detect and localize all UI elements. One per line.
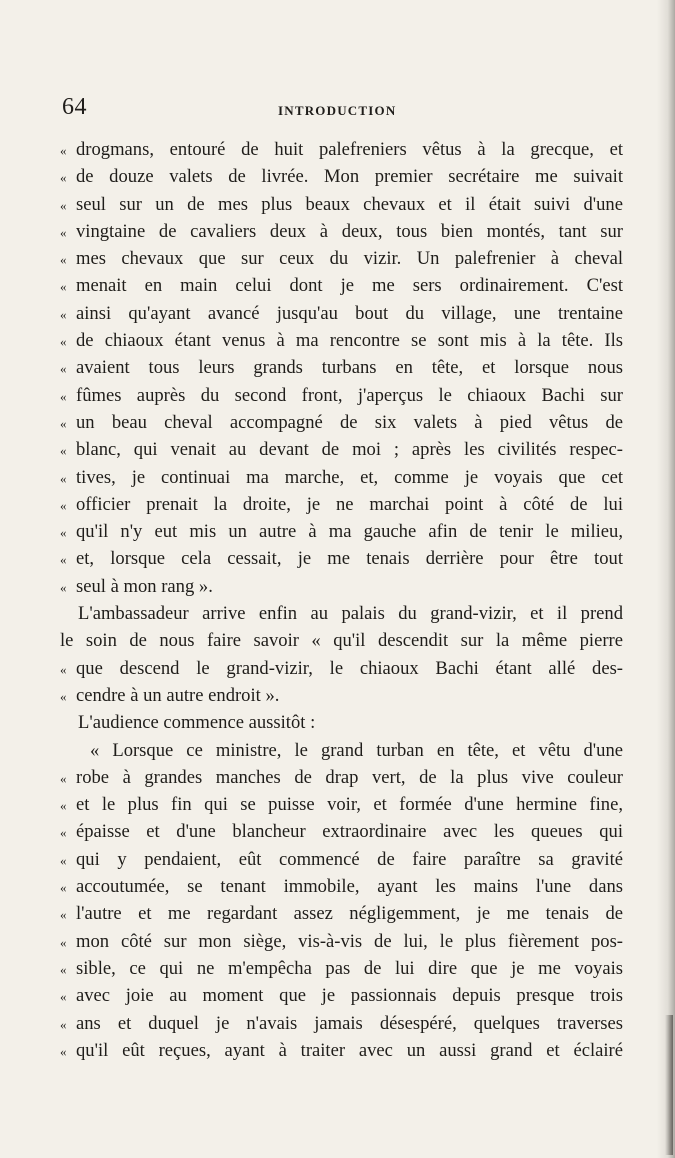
- text-line: [60, 982, 625, 1009]
- quote-mark: «: [60, 1043, 67, 1059]
- running-head: INTRODUCTION: [278, 103, 397, 118]
- quote-mark: «: [60, 907, 67, 923]
- line-text: accoutumée, se tenant immobile, ayant les mains l'une dans: [76, 876, 623, 898]
- quote-mark: «: [60, 497, 67, 513]
- line-text: menait en main celui dont je me sers ordinairement. C'est: [76, 275, 623, 297]
- line-text: avec joie au moment que je passionnais depuis presque trois: [76, 985, 623, 1007]
- quote-mark: «: [60, 825, 67, 841]
- quote-mark: «: [60, 934, 67, 950]
- line-text: sible, ce qui ne m'empêcha pas de lui dire que je me voyais: [76, 957, 623, 979]
- page-header: [0, 94, 675, 124]
- line-text: blanc, qui venait au devant de moi ; après les civilités respec-: [76, 439, 623, 461]
- line-text: épaisse et d'une blancheur extraordinaire avec les queues qui: [76, 821, 623, 843]
- text-line: [60, 873, 625, 900]
- text-line: [60, 791, 625, 818]
- text-line: [60, 928, 625, 955]
- line-text: et le plus fin qui se puisse voir, et formée d'une hermine fine,: [76, 794, 623, 816]
- quote-mark: «: [60, 688, 67, 704]
- text-line: [60, 737, 625, 764]
- quote-mark: «: [60, 197, 67, 213]
- line-text: qui y pendaient, eût commencé de faire paraître sa gravité: [76, 848, 623, 870]
- line-text: mes chevaux que sur ceux du vizir. Un palefrenier à cheval: [76, 248, 623, 270]
- line-text: qu'il n'y eut mis un autre à ma gauche afin de tenir le milieu,: [76, 521, 623, 543]
- page-edge-shadow: [657, 0, 675, 1158]
- text-line: [60, 245, 625, 272]
- text-line: [60, 409, 625, 436]
- quote-mark: «: [60, 470, 67, 486]
- quote-mark: «: [60, 579, 67, 595]
- line-text: tives, je continuai ma marche, et, comme je voyais que cet: [76, 466, 623, 488]
- line-text: avaient tous leurs grands turbans en tête, et lorsque nous: [76, 357, 623, 379]
- line-text: un beau cheval accompagné de six valets à pied vêtus de: [76, 411, 623, 433]
- quote-mark: «: [60, 334, 67, 350]
- quote-mark: «: [60, 961, 67, 977]
- line-text: L'audience commence aussitôt :: [78, 712, 316, 734]
- line-text: mon côté sur mon siège, vis-à-vis de lui, le plus fièrement pos-: [76, 930, 623, 952]
- line-text: fûmes auprès du second front, j'aperçus le chiaoux Bachi sur: [76, 384, 623, 406]
- text-line: [60, 764, 625, 791]
- line-text: cendre à un autre endroit ».: [76, 684, 280, 706]
- quote-mark: «: [60, 443, 67, 459]
- quote-mark: «: [60, 525, 67, 541]
- text-line: [60, 136, 625, 163]
- line-text: de douze valets de livrée. Mon premier secrétaire me suivait: [76, 166, 623, 188]
- line-text: ans et duquel je n'avais jamais désespéré, quelques traverses: [76, 1012, 623, 1034]
- line-text: « Lorsque ce ministre, le grand turban en tête, et vêtu d'une: [90, 739, 623, 761]
- quote-mark: «: [60, 361, 67, 377]
- text-line: [60, 491, 625, 518]
- line-text: l'autre et me regardant assez négligemment, je me tenais de: [76, 903, 623, 925]
- line-text: le soin de nous faire savoir « qu'il descendit sur la même pierre: [60, 630, 623, 652]
- line-text: drogmans, entouré de huit palefreniers vêtus à la grecque, et: [76, 139, 623, 160]
- line-text: robe à grandes manches de drap vert, de la plus vive couleur: [76, 766, 623, 788]
- text-line: [60, 464, 625, 491]
- text-line: [60, 682, 625, 709]
- quote-mark: «: [60, 852, 67, 868]
- text-line: [60, 955, 625, 982]
- text-line: [60, 846, 625, 873]
- line-text: que descend le grand-vizir, le chiaoux Bachi étant allé des-: [76, 657, 623, 679]
- line-text: de chiaoux étant venus à ma rencontre se sont mis à la tête. Ils: [76, 330, 623, 352]
- text-line: [60, 573, 625, 600]
- line-text: officier prenait la droite, je ne marchai point à côté de lui: [76, 493, 623, 515]
- text-line: [60, 1010, 625, 1037]
- text-line: [60, 191, 625, 218]
- line-text: qu'il eût reçues, ayant à traiter avec un aussi grand et éclairé: [76, 1039, 623, 1061]
- line-text: L'ambassadeur arrive enfin au palais du grand-vizir, et il prend: [78, 603, 623, 625]
- text-line: [60, 436, 625, 463]
- text-line: [60, 1037, 625, 1064]
- text-line: [60, 600, 625, 627]
- quote-mark: «: [60, 415, 67, 431]
- quote-mark: «: [60, 770, 67, 786]
- text-line: [60, 354, 625, 381]
- quote-mark: «: [60, 798, 67, 814]
- quote-mark: «: [60, 224, 67, 240]
- quote-mark: «: [60, 1016, 67, 1032]
- text-line: [60, 900, 625, 927]
- text-line: [60, 163, 625, 190]
- quote-mark: «: [60, 143, 67, 158]
- page-number: 64: [62, 94, 87, 120]
- line-text: seul sur un de mes plus beaux chevaux et il était suivi d'une: [76, 193, 623, 215]
- page-edge-mark: [665, 1015, 673, 1155]
- quote-mark: «: [60, 252, 67, 268]
- quote-mark: «: [60, 661, 67, 677]
- text-line: [60, 655, 625, 682]
- body-text: [60, 136, 625, 1064]
- text-line: [60, 818, 625, 845]
- quote-mark: «: [60, 306, 67, 322]
- text-line: [60, 709, 625, 736]
- text-line: [60, 218, 625, 245]
- text-line: [60, 382, 625, 409]
- line-text: seul à mon rang ».: [76, 575, 213, 597]
- quote-mark: «: [60, 880, 67, 896]
- text-line: [60, 300, 625, 327]
- text-line: [60, 627, 625, 654]
- text-line: [60, 272, 625, 299]
- line-text: ainsi qu'ayant avancé jusqu'au bout du village, une trentaine: [76, 302, 623, 324]
- quote-mark: «: [60, 170, 67, 186]
- quote-mark: «: [60, 989, 67, 1005]
- text-line: [60, 327, 625, 354]
- line-text: et, lorsque cela cessait, je me tenais derrière pour être tout: [76, 548, 623, 570]
- quote-mark: «: [60, 552, 67, 568]
- text-line: [60, 518, 625, 545]
- quote-mark: «: [60, 388, 67, 404]
- line-text: vingtaine de cavaliers deux à deux, tous bien montés, tant sur: [76, 220, 623, 242]
- text-line: [60, 545, 625, 572]
- quote-mark: «: [60, 279, 67, 295]
